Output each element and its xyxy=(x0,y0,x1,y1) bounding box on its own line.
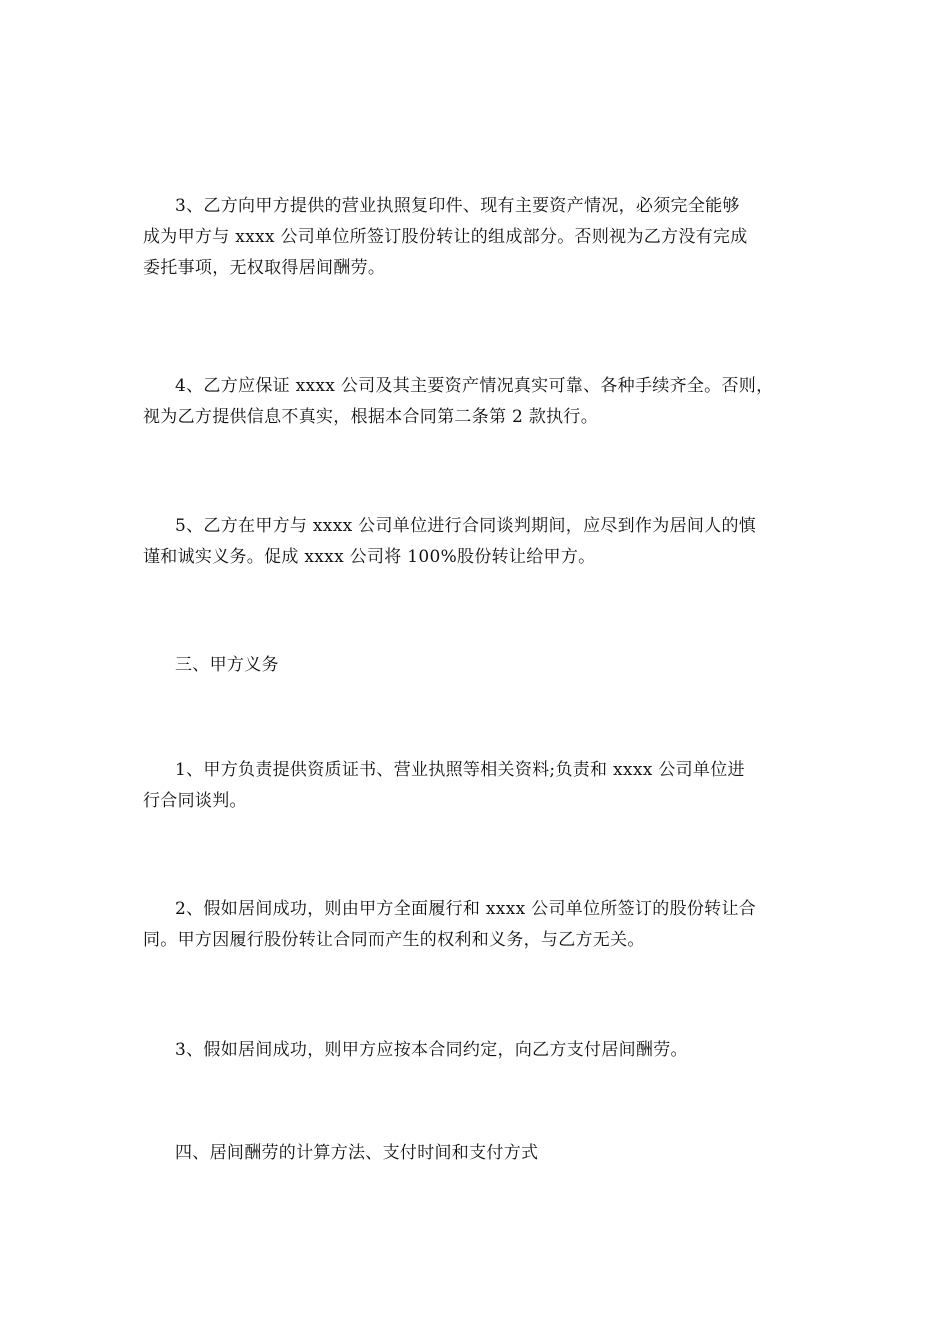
text-line: 成为甲方与 xxxx 公司单位所签订股份转让的组成部分。否则视为乙方没有完成 xyxy=(143,227,748,247)
clause-jia-3 xyxy=(143,1035,815,1066)
text-line: 行合同谈判。 xyxy=(143,791,247,811)
section-heading-fee xyxy=(143,1138,815,1169)
clause-jia-2 xyxy=(143,894,815,956)
text-line: 谨和诚实义务。促成 xxxx 公司将 100%股份转让给甲方。 xyxy=(143,547,596,567)
clause-yi-4 xyxy=(143,371,815,433)
text-line: 4、乙方应保证 xxxx 公司及其主要资产情况真实可靠、各种手续齐全。否则， xyxy=(175,376,774,396)
section-heading-jia-obligations xyxy=(143,650,815,681)
text-line: 同。甲方因履行股份转让合同而产生的权利和义务，与乙方无关。 xyxy=(143,930,645,950)
text-line: 三、甲方义务 xyxy=(175,655,279,675)
text-line: 3、假如居间成功，则甲方应按本合同约定，向乙方支付居间酬劳。 xyxy=(175,1040,688,1060)
text-line: 3、乙方向甲方提供的营业执照复印件、现有主要资产情况，必须完全能够 xyxy=(175,196,740,216)
text-line: 2、假如居间成功，则由甲方全面履行和 xxxx 公司单位所签订的股份转让合 xyxy=(175,899,757,919)
text-line: 1、甲方负责提供资质证书、营业执照等相关资料;负责和 xxxx 公司单位进 xyxy=(175,760,745,780)
text-line: 四、居间酬劳的计算方法、支付时间和支付方式 xyxy=(175,1143,539,1163)
text-line: 视为乙方提供信息不真实，根据本合同第二条第 2 款执行。 xyxy=(143,407,599,427)
clause-yi-5 xyxy=(143,511,815,573)
clause-yi-3 xyxy=(143,191,815,284)
clause-jia-1 xyxy=(143,755,815,817)
text-line: 委托事项，无权取得居间酬劳。 xyxy=(143,258,386,278)
text-line: 5、乙方在甲方与 xxxx 公司单位进行合同谈判期间，应尽到作为居间人的慎 xyxy=(175,516,757,536)
